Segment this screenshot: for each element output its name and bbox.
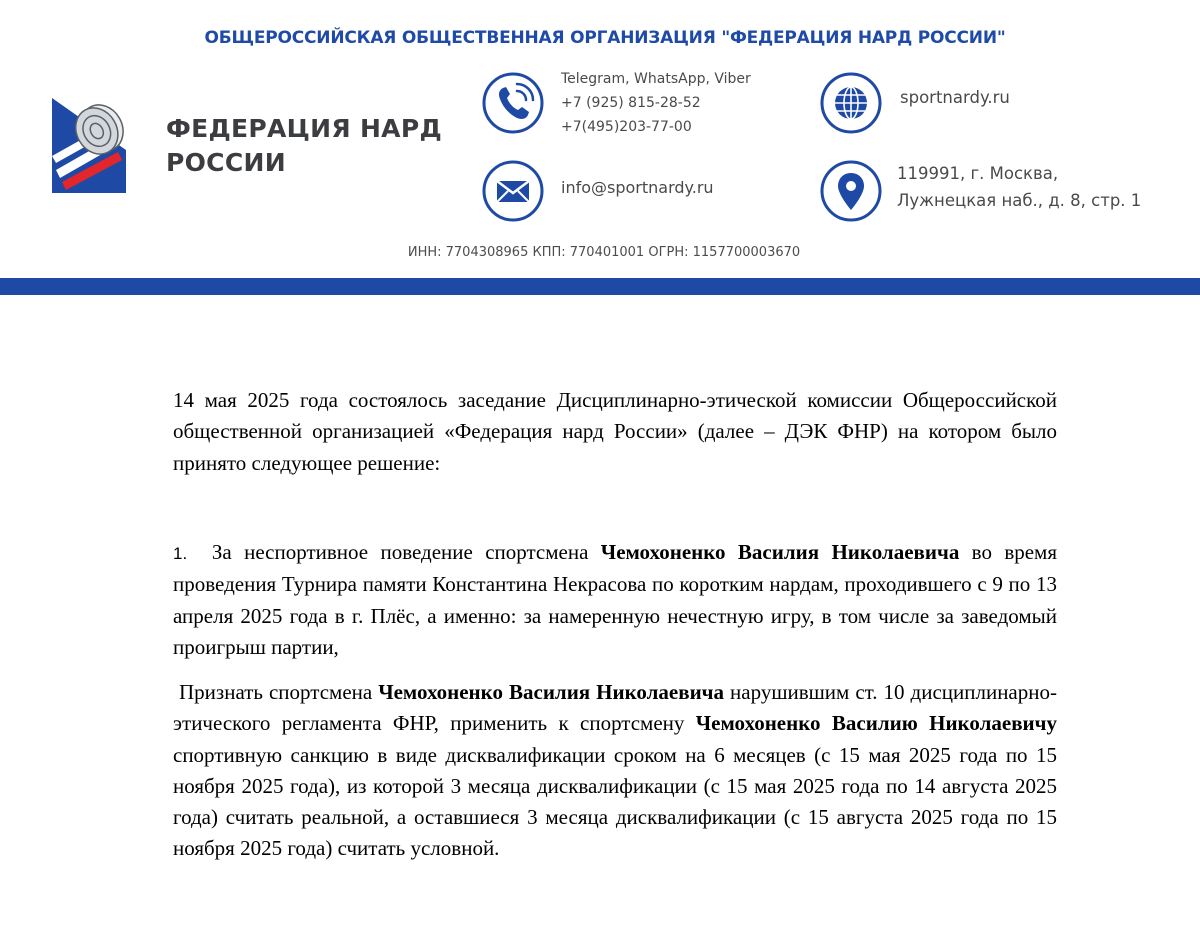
logo-line-2: РОССИИ bbox=[166, 148, 286, 177]
logo-wordmark bbox=[166, 112, 442, 180]
decision-text-b: нарушившим ст. 10 дисциплинарно-этического регламента ФНР, применить к спортсмену bbox=[173, 680, 1057, 736]
athlete-name-dative: Чемохоненко Василию Николаевичу bbox=[695, 711, 1057, 736]
item-text-a: За неспортивное поведение спортсмена bbox=[211, 540, 601, 564]
phone-contacts bbox=[561, 67, 751, 139]
phone-number-2[interactable]: +7(495)203-77-00 bbox=[561, 119, 692, 135]
athlete-name-genitive: Чемохоненко Василия Николаевича bbox=[378, 680, 725, 704]
email-address[interactable]: info@sportnardy.ru bbox=[561, 178, 714, 197]
globe-icon bbox=[819, 71, 883, 135]
decision-text-a: Признать спортсмена bbox=[179, 680, 379, 704]
legal-requisites: ИНН: 7704308965 КПП: 770401001 ОГРН: 1157700003670 bbox=[407, 245, 801, 260]
decision-text-c: спортивную санкцию в виде дисквалификации сроком на 6 месяцев (с 15 мая 2025 года по 15 ноября 2025 года), из которой 3 месяца дисквалификации (с 15 мая 2025 года по 14 августа 2025 года) считать реальной, а оставшиеся 3 месяца дисквалификации (с 15 августа 2025 года по 15 ноября 2025 года) считать условной. bbox=[173, 742, 1057, 861]
email-icon bbox=[481, 159, 545, 223]
decision-item-1 bbox=[173, 537, 1057, 663]
federation-logo-icon bbox=[52, 98, 126, 193]
header-divider-band bbox=[0, 278, 1200, 295]
postal-address bbox=[897, 160, 1141, 214]
item-number: 1. bbox=[173, 544, 188, 563]
decision-paragraph bbox=[173, 677, 1057, 865]
phone-icon bbox=[481, 71, 545, 135]
intro-paragraph: 14 мая 2025 года состоялось заседание Дисциплинарно-этической комиссии Общероссийской общественной организацией «Федерация нард России» (далее – ДЭК ФНР) на котором было принято следующее решение: bbox=[173, 388, 1057, 475]
item-text-b: во время проведения Турнира памяти Константина Некрасова по коротким нардам, проходившего с 9 по 13 апреля 2025 года в г. Плёс, а именно: за намеренную нечестную игру, в том числе за заведомый проигрыш партии, bbox=[173, 540, 1058, 659]
phone-number-1[interactable]: +7 (925) 815-28-52 bbox=[561, 95, 701, 111]
address-line-1: 119991, г. Москва, bbox=[897, 164, 1059, 183]
address-line-2: Лужнецкая наб., д. 8, стр. 1 bbox=[897, 191, 1142, 210]
messengers-text: Telegram, WhatsApp, Viber bbox=[561, 71, 751, 87]
organization-title: ОБЩЕРОССИЙСКАЯ ОБЩЕСТВЕННАЯ ОРГАНИЗАЦИЯ "ФЕДЕРАЦИЯ НАРД РОССИИ" bbox=[204, 28, 1006, 48]
website-link[interactable]: sportnardy.ru bbox=[900, 88, 1010, 107]
logo-line-1: ФЕДЕРАЦИЯ НАРД bbox=[166, 114, 443, 143]
location-pin-icon bbox=[819, 159, 883, 223]
athlete-name: Чемохоненко Василия Николаевича bbox=[600, 540, 960, 564]
